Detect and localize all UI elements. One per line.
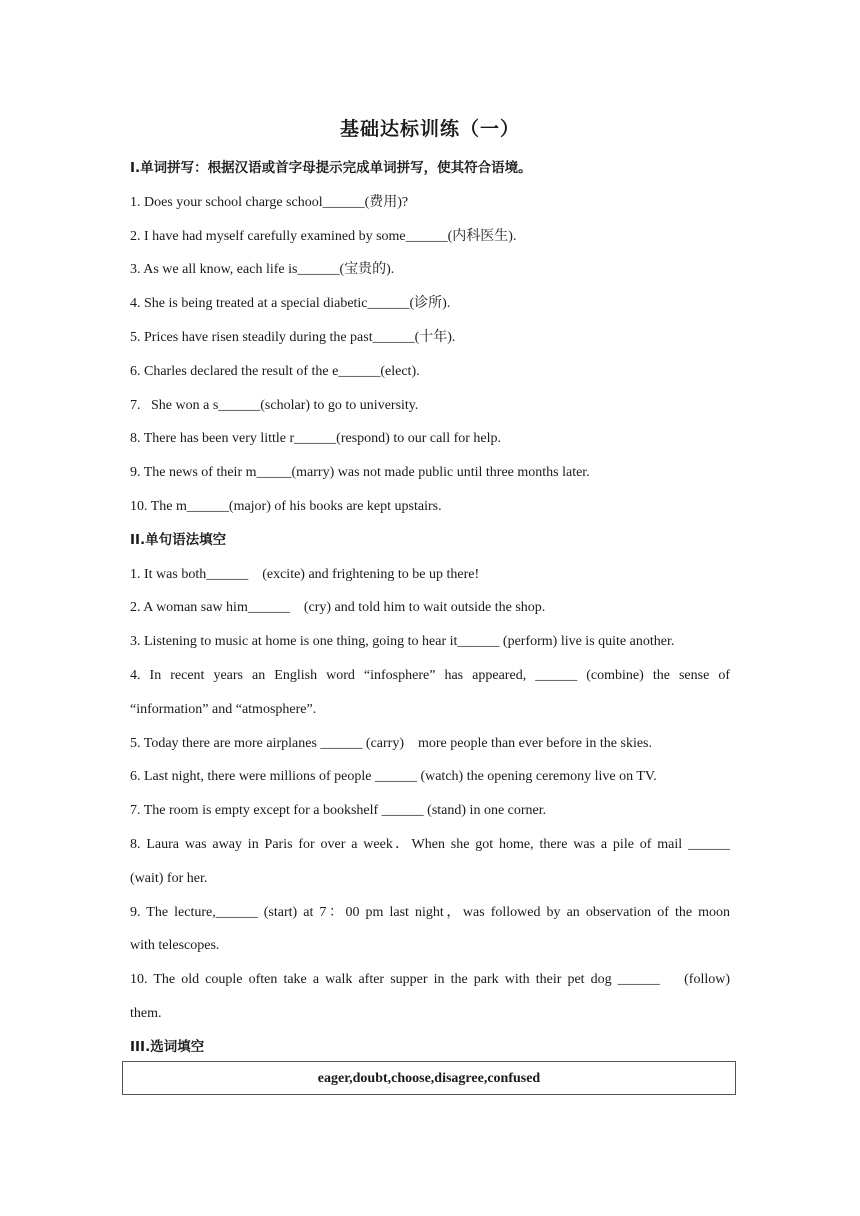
section3-heading: III.选词填空: [130, 1038, 205, 1055]
s1-item-3: 3. As we all know, each life is______(宝贵的).: [130, 262, 395, 278]
s2-item-10-line2: them.: [130, 1005, 162, 1021]
s2-item-9-line1: 9. The lecture,______ (start) at 7：00 pm last night，was followed by an observation of the moon: [130, 904, 730, 920]
s2-item-8-line2: (wait) for her.: [130, 870, 208, 886]
s1-item-5: 5. Prices have risen steadily during the past______(十年).: [130, 329, 456, 345]
word-bank-box: eager,doubt,choose,disagree,confused: [122, 1061, 736, 1095]
s2-item-2: 2. A woman saw him______ (cry) and told him to wait outside the shop.: [130, 600, 546, 616]
section2-heading: II.单句语法填空: [130, 531, 227, 548]
s2-item-7: 7. The room is empty except for a bookshelf ______ (stand) in one corner.: [130, 803, 547, 819]
s2-item-4-line2: “information” and “atmosphere”.: [130, 701, 317, 717]
s1-item-6: 6. Charles declared the result of the e______(elect).: [130, 363, 420, 379]
section1-heading: I.单词拼写：根据汉语或首字母提示完成单词拼写，使其符合语境。: [130, 160, 532, 176]
s1-item-4: 4. She is being treated at a special diabetic______(诊所).: [130, 296, 451, 312]
page-title: 基础达标训练（一）: [339, 118, 520, 140]
s1-item-2: 2. I have had myself carefully examined by some______(内科医生).: [130, 228, 517, 244]
s2-item-10-line1: 10. The old couple often take a walk after supper in the park with their pet dog ______ (follow): [130, 972, 730, 988]
s1-item-1: 1. Does your school charge school______(费用)?: [130, 194, 409, 210]
worksheet-content: [130, 152, 730, 1065]
s2-item-3: 3. Listening to music at home is one thing, going to hear it______ (perform) live is quite another.: [130, 634, 675, 650]
s2-item-6: 6. Last night, there were millions of people ______ (watch) the opening ceremony live on TV.: [130, 769, 657, 785]
s2-item-5: 5. Today there are more airplanes ______ (carry) more people than ever before in the skies.: [130, 735, 652, 751]
s1-item-10: 10. The m______(major) of his books are kept upstairs.: [130, 498, 442, 514]
s1-item-7: 7. She won a s______(scholar) to go to university.: [130, 397, 419, 413]
s1-item-8: 8. There has been very little r______(respond) to our call for help.: [130, 431, 502, 447]
s2-item-8-line1: 8. Laura was away in Paris for over a week．When she got home, there was a pile of mail ______: [130, 836, 730, 852]
s2-item-4-line1: 4. In recent years an English word “infosphere” has appeared, ______ (combine) the sense of: [130, 667, 730, 683]
s2-item-9-line2: with telescopes.: [130, 938, 220, 954]
s2-item-1: 1. It was both______ (excite) and frightening to be up there!: [130, 566, 480, 582]
s1-item-9: 9. The news of their m_____(marry) was not made public until three months later.: [130, 465, 590, 481]
